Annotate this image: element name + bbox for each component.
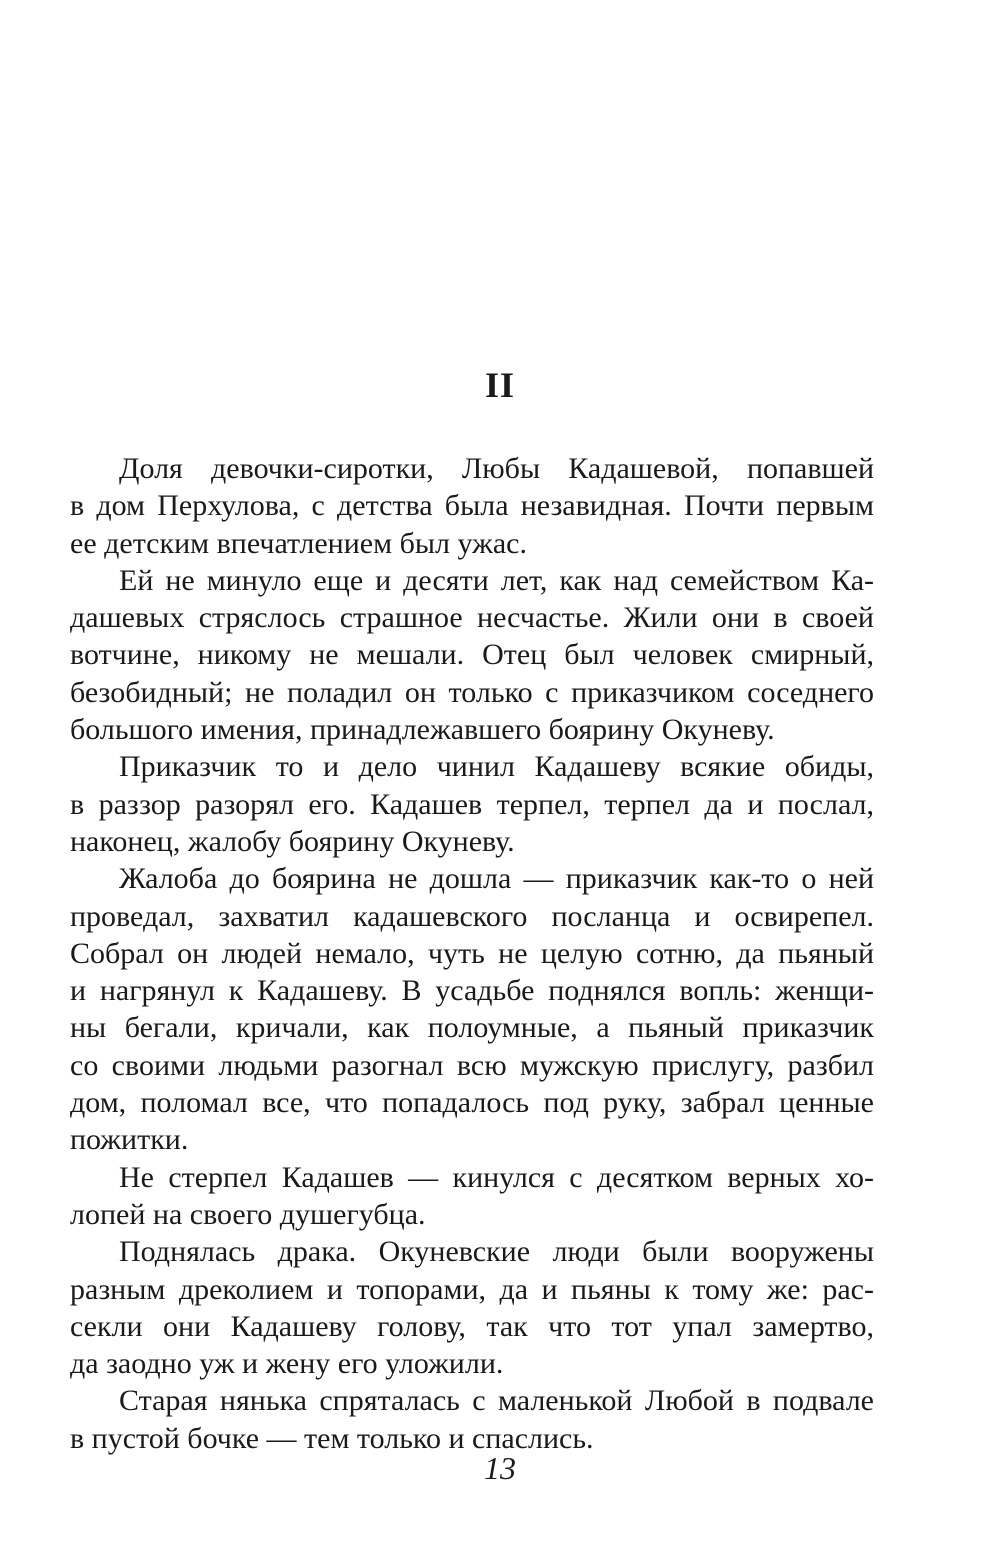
text-line: в раззор разорял его. Кадашев терпел, терпел да и послал, <box>70 787 874 821</box>
text-line: Ей не минуло еще и десяти лет, как над семейством Ка- <box>119 563 874 597</box>
text-line: наконец, жалобу боярину Окуневу. <box>70 824 515 858</box>
text-line: Поднялась драка. Окуневские люди были вооружены <box>119 1235 874 1269</box>
text-line: в дом Перхулова, с детства была незавидная. Почти первым <box>70 489 874 523</box>
text-line: проведал, захватил кадашевского посланца и освирепел. <box>70 899 874 933</box>
text-line: ее детским впечатлением был ужас. <box>70 526 527 560</box>
text-line: большого имения, принадлежавшего боярину Окуневу. <box>70 713 775 747</box>
text-line: Жалоба до боярина не дошла — приказчик как-то о ней <box>119 862 874 896</box>
text-line: Приказчик то и дело чинил Кадашеву всякие обиды, <box>119 750 874 784</box>
text-line: со своими людьми разогнал всю мужскую прислугу, разбил <box>70 1048 874 1082</box>
text-line: ны бегали, кричали, как полоумные, а пьяный приказчик <box>70 1011 874 1045</box>
text-line: разным дреколием и топорами, да и пьяны к тому же: рас- <box>70 1272 874 1306</box>
text-line: вотчине, никому не мешали. Отец был человек смирный, <box>70 638 874 672</box>
text-line: секли они Кадашеву голову, так что тот упал замертво, <box>70 1309 874 1343</box>
text-line: Не стерпел Кадашев — кинулся с десятком верных хо- <box>119 1160 874 1194</box>
text-line: безобидный; не поладил он только с приказчиком соседнего <box>70 675 874 709</box>
text-line: в пустой бочке — тем только и спаслись. <box>70 1421 594 1455</box>
text-line: лопей на своего душегубца. <box>70 1197 426 1231</box>
text-line: Собрал он людей немало, чуть не целую сотню, да пьяный <box>70 936 874 970</box>
text-line: Доля девочки-сиротки, Любы Кадашевой, попавшей <box>119 452 874 485</box>
text-line: да заодно уж и жену его уложили. <box>70 1347 504 1381</box>
text-line: дом, поломал все, что попадалось под руку, забрал ценные <box>70 1086 874 1120</box>
text-line: Старая нянька спряталась с маленькой Любой в подвале <box>119 1384 874 1418</box>
chapter-heading: II <box>484 365 516 405</box>
text-line: пожитки. <box>70 1123 189 1157</box>
text-line: дашевых стряслось страшное несчастье. Жили они в своей <box>70 601 874 635</box>
text-line: и нагрянул к Кадашеву. В усадьбе поднялся вопль: женщи- <box>70 974 874 1008</box>
body-text <box>70 450 874 1457</box>
page-number: 13 <box>484 1450 516 1486</box>
